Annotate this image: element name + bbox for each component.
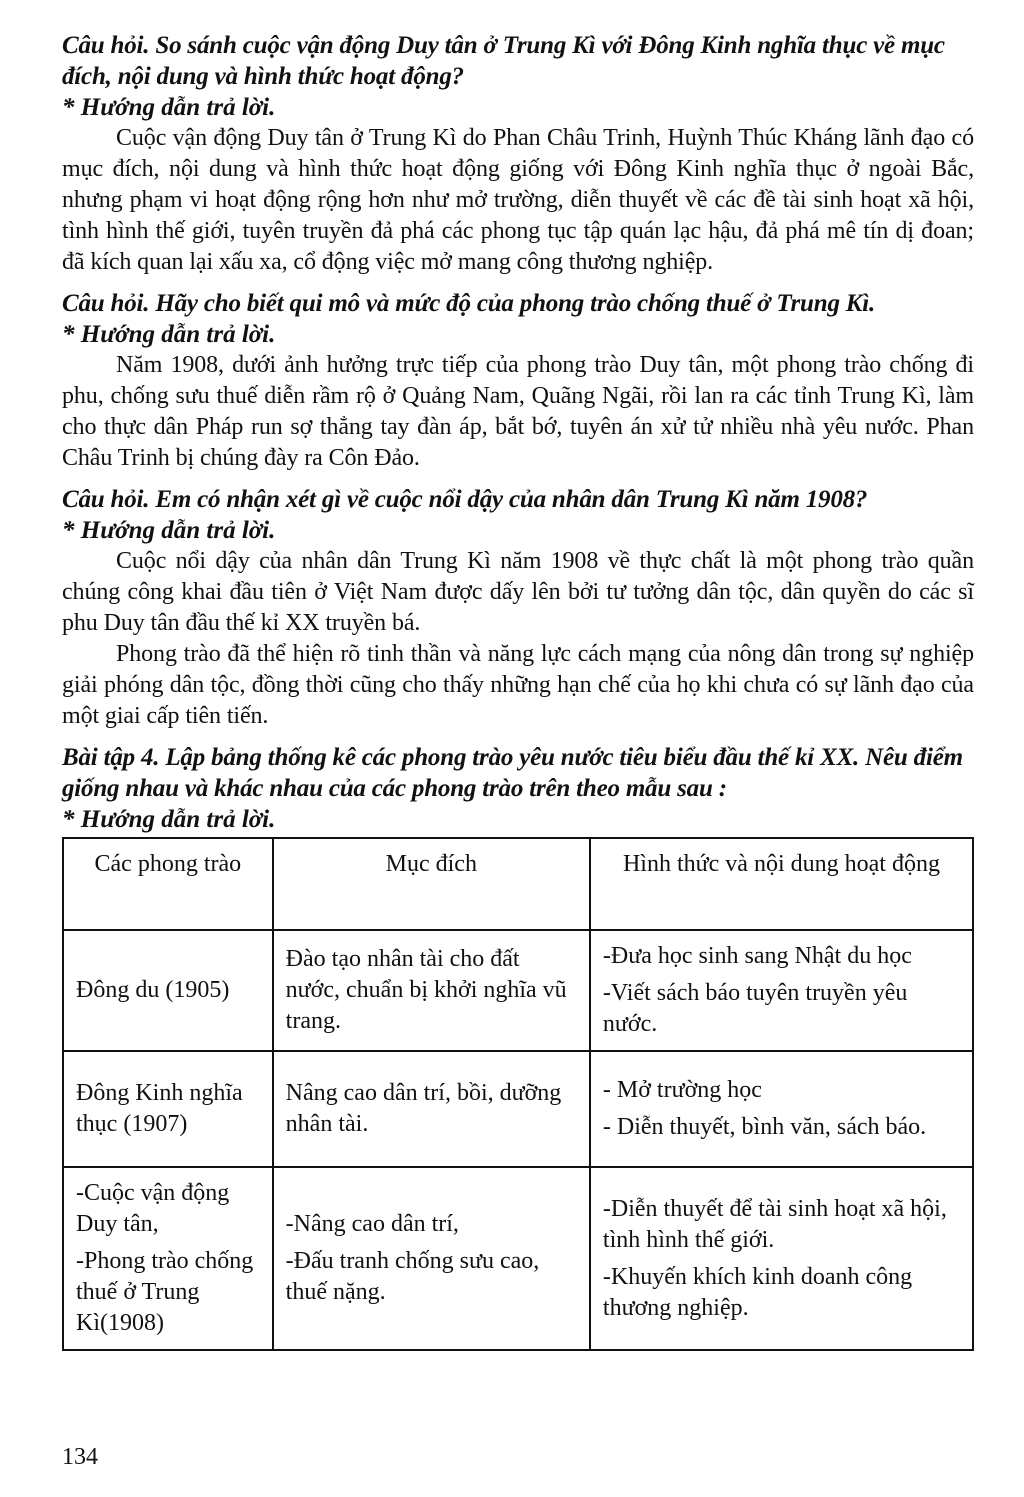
cell-movement [63,930,273,1051]
answer-guide-3: * Hướng dẫn trả lời. [62,517,276,544]
answer-paragraph: Cuộc vận động Duy tân ở Trung Kì do Phan Châu Trinh, Huỳnh Thúc Kháng lãnh đạo có mục đích, nội dung và hình thức hoạt động giống với Đông Kinh nghĩa thục ở ngoài Bắc, nhưng phạm vi hoạt động rộng hơn như mở trường, diễn thuyết về các đề tài sinh hoạt xã hội, tình hình thế giới, tuyên truyền đả phá các phong tục tập quán lạc hậu, đả phá mê tín dị đoan; đã kích quan lại xấu xa, cổ động việc mở mang công thương nghiệp. [62,125,974,275]
cell-purpose [273,930,590,1051]
cell-activities [590,1051,973,1167]
header-purpose: Mục đích [273,838,590,930]
cell-purpose [273,1167,590,1350]
exercise-4: Bài tập 4. Lập bảng thống kê các phong trào yêu nước tiêu biểu đầu thế kỉ XX. Nêu điểm giống nhau và khác nhau của các phong trào trên theo mẫu sau : [62,744,963,802]
cell-text: Nâng cao dân trí, bồi, dưỡng nhân tài. [285,1080,562,1137]
cell-text: - Mở trường học [602,1077,762,1103]
cell-text: -Đấu tranh chống sưu cao, thuế nặng. [285,1248,540,1305]
table-row [63,1051,973,1167]
answer-paragraph: Phong trào đã thể hiện rõ tinh thần và năng lực cách mạng của nông dân trong sự nghiệp giải phóng dân tộc, đồng thời cũng cho thấy những hạn chế của họ khi chưa có sự lãnh đạo của một giai cấp tiên tiến. [62,641,974,729]
document-page [62,30,974,1351]
cell-text: -Nâng cao dân trí, [285,1211,459,1237]
cell-text: -Diễn thuyết để tài sinh hoạt xã hội, tình hình thế giới. [602,1195,947,1253]
header-activities: Hình thức và nội dung hoạt động [590,838,973,930]
cell-activities [590,1167,973,1350]
answer-guide-2: * Hướng dẫn trả lời. [62,321,276,348]
movements-table [62,837,974,1351]
answer-paragraph: Cuộc nổi dậy của nhân dân Trung Kì năm 1908 về thực chất là một phong trào quần chúng công khai đầu tiên ở Việt Nam được dấy lên bởi tư tưởng dân tộc, dân quyền do các sĩ phu Duy tân đầu thế kỉ XX truyền bá. [62,548,974,636]
cell-text: Đông Kinh nghĩa thục (1907) [76,1080,243,1137]
cell-activities [590,930,973,1051]
cell-text: -Phong trào chống thuế ở Trung Kì(1908) [76,1248,254,1336]
table-row [63,1167,973,1350]
cell-text: -Cuộc vận động Duy tân, [76,1180,230,1237]
answer-guide-1: * Hướng dẫn trả lời. [62,94,276,121]
cell-movement [63,1167,273,1350]
answer-guide-4: * Hướng dẫn trả lời. [62,806,276,833]
cell-movement [63,1051,273,1167]
question-3: Câu hỏi. Em có nhận xét gì về cuộc nổi dậy của nhân dân Trung Kì năm 1908? [62,486,868,513]
cell-text: Đông du (1905) [76,977,230,1003]
table-header-row [63,838,973,930]
question-2: Câu hỏi. Hãy cho biết qui mô và mức độ của phong trào chống thuế ở Trung Kì. [62,290,876,317]
page-number: 134 [62,1444,98,1470]
cell-text: Đào tạo nhân tài cho đất nước, chuẩn bị khởi nghĩa vũ trang. [285,946,567,1034]
cell-text: -Viết sách báo tuyên truyền yêu nước. [602,980,908,1037]
answer-paragraph: Năm 1908, dưới ảnh hưởng trực tiếp của phong trào Duy tân, một phong trào chống đi phu, chống sưu thuế diễn rầm rộ ở Quảng Nam, Quãng Ngãi, rồi lan ra các tỉnh Trung Kì, làm cho thực dân Pháp run sợ thẳng tay đàn áp, bắt bớ, tuyên án xử tử nhiều nhà yêu nước. Phan Châu Trinh bị chúng đày ra Côn Đảo. [62,352,974,471]
table-row [63,930,973,1051]
cell-text: -Đưa học sinh sang Nhật du học [602,943,912,969]
cell-text: - Diễn thuyết, bình văn, sách báo. [602,1114,927,1140]
cell-text: -Khuyến khích kinh doanh công thương nghiệp. [602,1263,913,1321]
question-1: Câu hỏi. So sánh cuộc vận động Duy tân ở Trung Kì với Đông Kinh nghĩa thục về mục đích, nội dung và hình thức hoạt động? [62,32,945,90]
header-movements: Các phong trào [63,838,273,930]
cell-purpose [273,1051,590,1167]
